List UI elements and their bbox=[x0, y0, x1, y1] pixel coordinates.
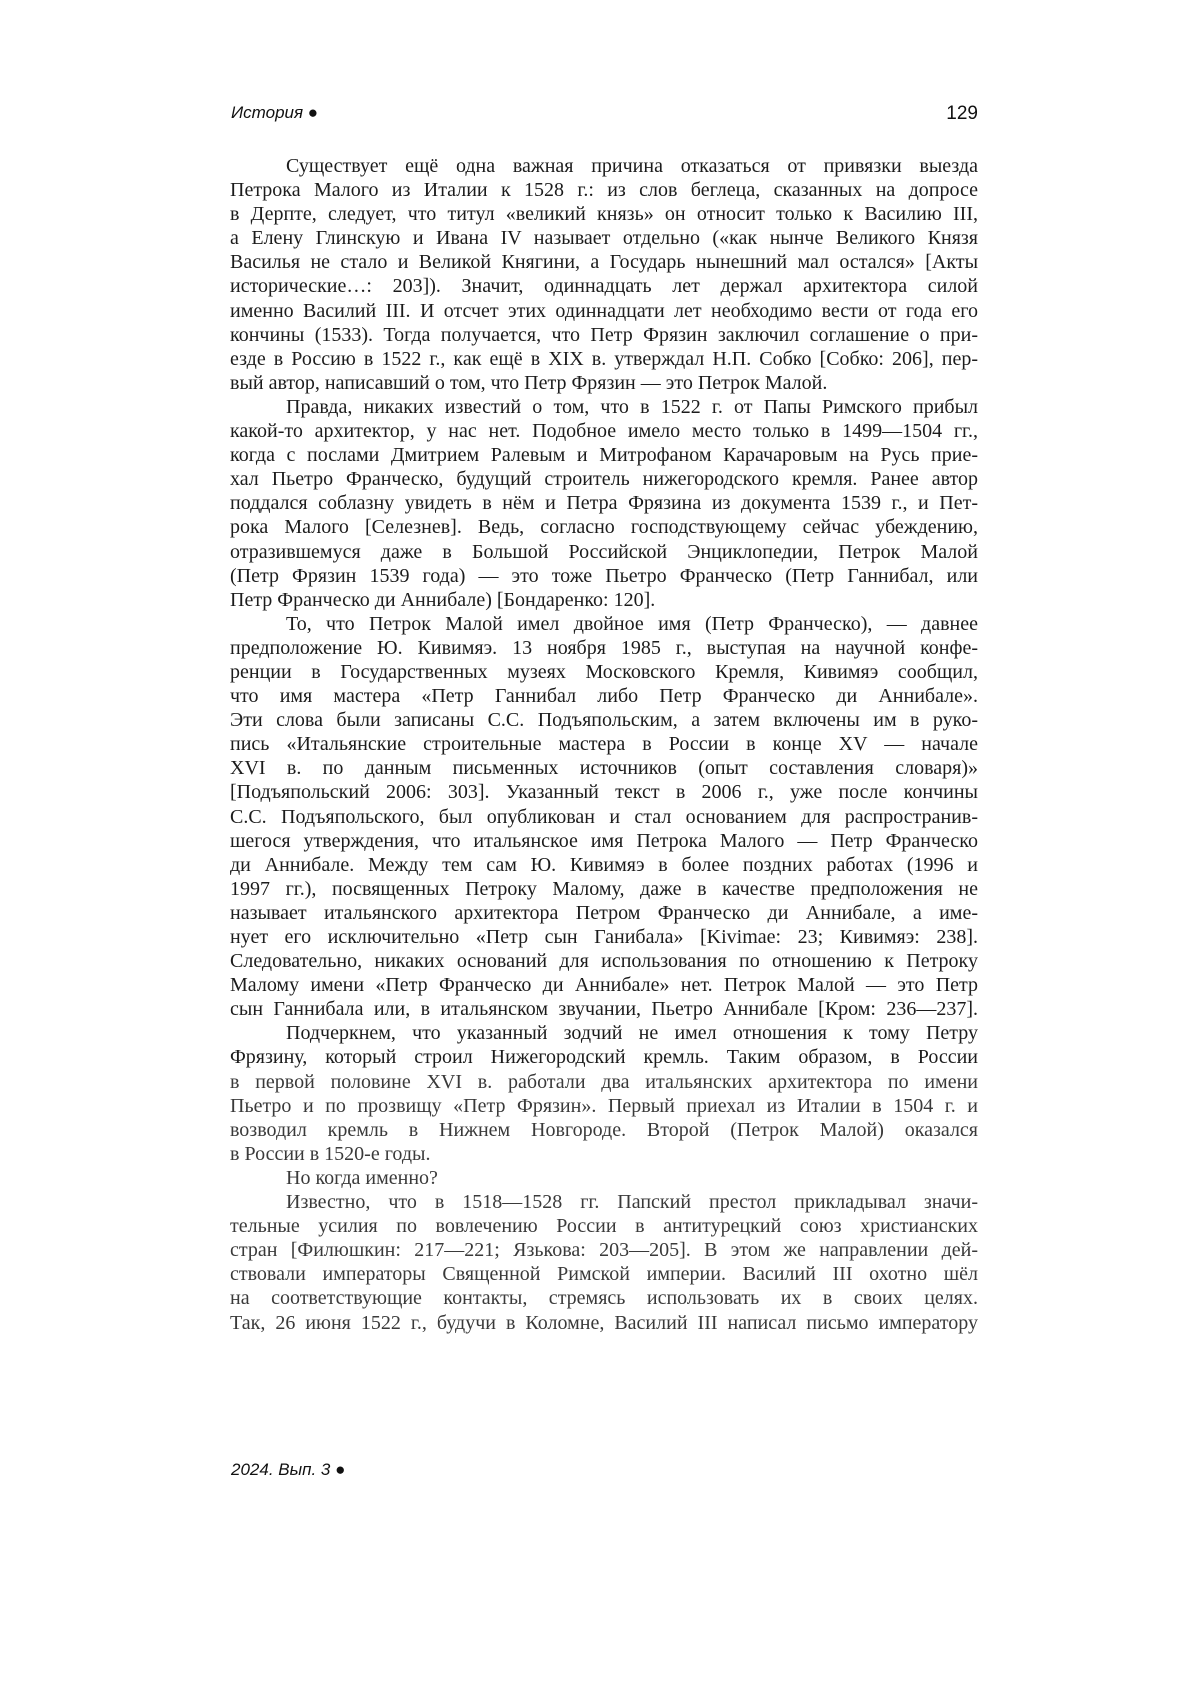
text-line: стран [Филюшкин: 217—221; Язькова: 203—205]. В этом же направлении дей- bbox=[230, 1239, 978, 1262]
text-line: исторические…: 203]). Значит, одиннадцать лет держал архитектора силой bbox=[230, 275, 978, 298]
text-line: в Дерпте, следует, что титул «великий князь» он относит только к Василию III, bbox=[230, 203, 978, 226]
text-line: ствовали императоры Священной Римской империи. Василий III охотно шёл bbox=[230, 1263, 978, 1286]
text-line: Пьетро и по прозвищу «Петр Фрязин». Первый приехал из Италии в 1504 г. и bbox=[230, 1094, 978, 1117]
text-line: ди Аннибале. Между тем сам Ю. Кивимяэ в более поздних работах (1996 и bbox=[230, 853, 978, 876]
text-line: тельные усилия по вовлечению России в антитурецкий союз христианских bbox=[230, 1215, 978, 1238]
text-line: рока Малого [Селезнев]. Ведь, согласно господствующему сейчас убеждению, bbox=[230, 516, 978, 539]
text-line: Малому имени «Петр Франческо ди Аннибале» нет. Петрок Малой — это Петр bbox=[230, 974, 978, 997]
text-line: ренции в Государственных музеях Московского Кремля, Кивимяэ сообщил, bbox=[230, 660, 978, 683]
text-line: шегося утверждения, что итальянское имя Петрока Малого — Петр Франческо bbox=[230, 829, 978, 852]
text-line: когда с послами Дмитрием Ралевым и Митрофаном Карачаровым на Русь прие- bbox=[230, 444, 978, 467]
text-line: именно Василий III. И отсчет этих одиннадцати лет необходимо вести от года его bbox=[230, 299, 978, 322]
text-line: Следовательно, никаких оснований для использования по отношению к Петроку bbox=[230, 950, 978, 973]
text-line: Фрязину, который строил Нижегородский кремль. Таким образом, в России bbox=[230, 1046, 978, 1069]
paragraph bbox=[230, 1190, 978, 1335]
text-line: [Подъяпольский 2006: 303]. Указанный текст в 2006 г., уже после кончины bbox=[230, 781, 978, 804]
text-line: хал Пьетро Франческо, будущий строитель нижегородского кремля. Ранее автор bbox=[230, 468, 978, 491]
paragraph bbox=[230, 1166, 978, 1190]
article-body bbox=[230, 154, 978, 1335]
text-line: езде в Россию в 1522 г., как ещё в XIX в. утверждал Н.П. Собко [Собко: 206], пер- bbox=[230, 347, 978, 370]
text-line: Правда, никаких известий о том, что в 1522 г. от Папы Римского прибыл bbox=[286, 395, 978, 418]
text-line: нует его исключительно «Петр сын Ганибала» [Kivimae: 23; Кивимяэ: 238]. bbox=[230, 926, 978, 948]
text-line: предположение Ю. Кивимяэ. 13 ноября 1985 г., выступая на научной конфе- bbox=[230, 636, 978, 659]
text-line: Петр Франческо ди Аннибале) [Бондаренко: 120]. bbox=[230, 588, 656, 611]
text-line: То, что Петрок Малой имел двойное имя (Петр Франческо), — давнее bbox=[286, 612, 978, 635]
text-line: поддался соблазну увидеть в нём и Петра Фрязина из документа 1539 г., и Пет- bbox=[230, 492, 978, 515]
running-foot-issue: 2024. Вып. 3 ● bbox=[231, 1460, 346, 1479]
paragraph bbox=[230, 1021, 978, 1166]
text-line: пись «Итальянские строительные мастера в России в конце XV — начале bbox=[230, 733, 978, 756]
text-line: вый автор, написавший о том, что Петр Фрязин — это Петрок Малой. bbox=[230, 371, 828, 394]
running-head-section: История ● bbox=[231, 103, 319, 122]
paragraph bbox=[230, 395, 978, 612]
text-line: 1997 гг.), посвященных Петроку Малому, даже в качестве предположения не bbox=[230, 877, 978, 900]
text-line: Так, 26 июня 1522 г., будучи в Коломне, Василий III написал письмо императору bbox=[230, 1311, 978, 1334]
text-line: какой-то архитектор, у нас нет. Подобное имело место только в 1499—1504 гг., bbox=[230, 420, 978, 443]
text-line: сын Ганнибала или, в итальянском звучании, Пьетро Аннибале [Кром: 236—237]. bbox=[230, 998, 978, 1021]
text-line: (Петр Фрязин 1539 года) — это тоже Пьетро Франческо (Петр Ганнибал, или bbox=[230, 564, 978, 587]
text-line: в первой половине XVI в. работали два итальянских архитектора по имени bbox=[230, 1070, 978, 1093]
text-line: что имя мастера «Петр Ганнибал либо Петр Франческо ди Аннибале». bbox=[230, 685, 978, 708]
text-line: на соответствующие контакты, стремясь использовать их в своих целях. bbox=[230, 1287, 978, 1310]
text-line: Василья не стало и Великой Княгини, а Государь нынешний мал остался» [Акты bbox=[230, 251, 978, 274]
paragraph bbox=[230, 154, 978, 395]
paragraph bbox=[230, 612, 978, 1022]
text-line: в России в 1520-е годы. bbox=[230, 1142, 431, 1165]
text-line: кончины (1533). Тогда получается, что Петр Фрязин заключил соглашение о при- bbox=[230, 323, 978, 346]
text-line: XVI в. по данным письменных источников (опыт составления словаря)» bbox=[230, 757, 978, 780]
text-line: Петрока Малого из Италии к 1528 г.: из слов беглеца, сказанных на допросе bbox=[230, 179, 978, 202]
page-number: 129 bbox=[946, 103, 978, 124]
text-line: возводил кремль в Нижнем Новгороде. Второй (Петрок Малой) оказался bbox=[230, 1118, 978, 1141]
text-line: Но когда именно? bbox=[286, 1166, 438, 1189]
text-line: Существует ещё одна важная причина отказаться от привязки выезда bbox=[286, 155, 978, 177]
text-line: называет итальянского архитектора Петром Франческо ди Аннибале, а име- bbox=[230, 901, 978, 924]
text-line: С.С. Подъяпольского, был опубликован и стал основанием для распространив- bbox=[230, 805, 978, 828]
text-line: Эти слова были записаны С.С. Подъяпольским, а затем включены им в руко- bbox=[230, 709, 978, 732]
text-line: Подчеркнем, что указанный зодчий не имел отношения к тому Петру bbox=[286, 1022, 978, 1045]
text-line: Известно, что в 1518—1528 гг. Папский престол прикладывал значи- bbox=[286, 1191, 978, 1214]
text-line: отразившемуся даже в Большой Российской Энциклопедии, Петрок Малой bbox=[230, 540, 978, 563]
text-line: а Елену Глинскую и Ивана IV называет отдельно («как нынче Великого Князя bbox=[230, 227, 978, 250]
